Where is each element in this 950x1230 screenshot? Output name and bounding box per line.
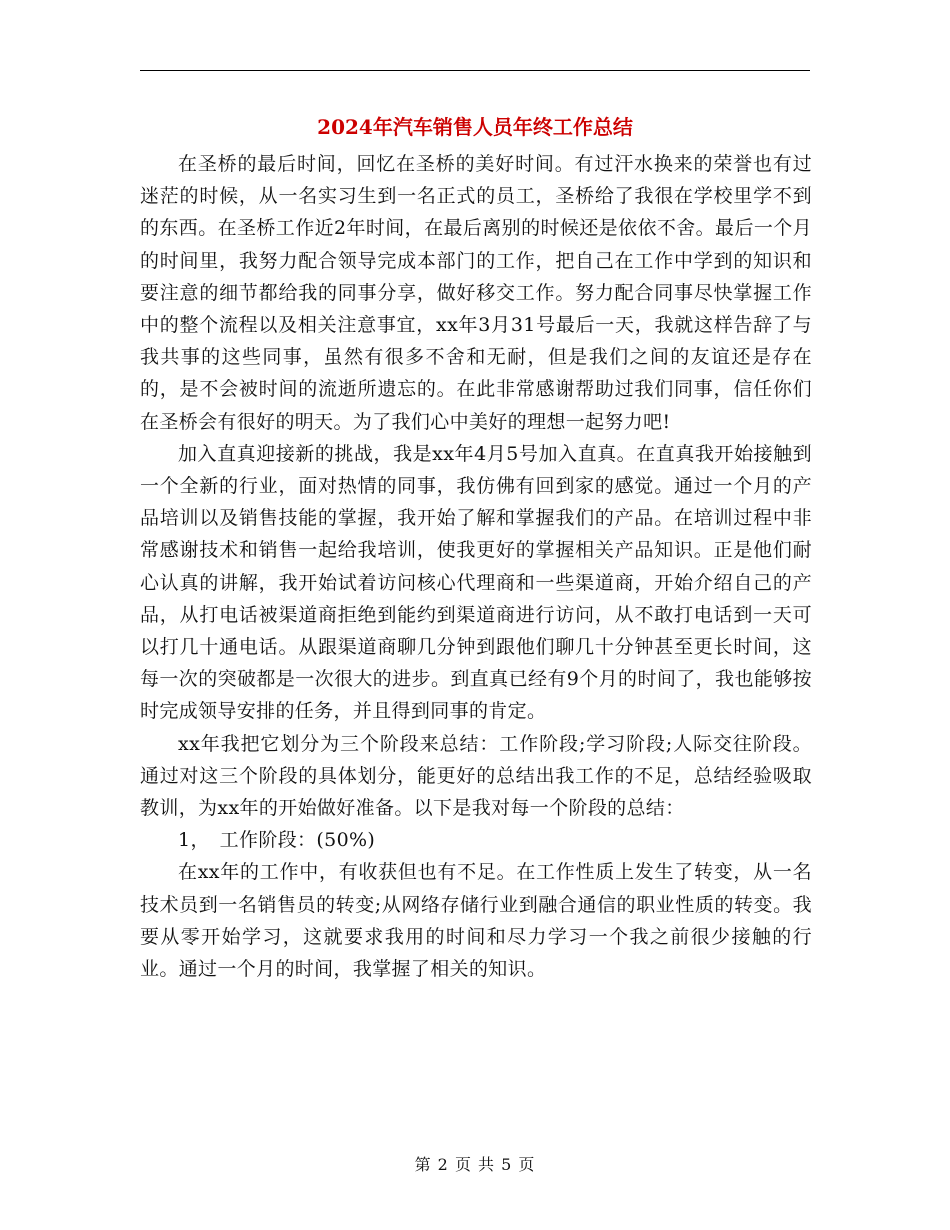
section-heading-work-stage: 1， 工作阶段：(50%) [178,829,376,852]
page-footer [0,1153,950,1177]
paragraph-shengqiao: 在圣桥的最后时间，回忆在圣桥的美好时间。有过汗水换来的荣誉也有过迷茫的时候，从一名实习生到一名正式的员工，圣桥给了我很在学校里学不到的东西。在圣桥工作近2年时间，在最后离别的时候还是依依不舍。最后一个月的时间里，我努力配合领导完成本部门的工作，把自己在工作中学到的知识和要注意的细节都给我的同事分享，做好移交工作。努力配合同事尽快掌握工作中的整个流程以及相关注意事宜，xx年3月31号最后一天，我就这样告辞了与我共事的这些同事，虽然有很多不舍和无耐，但是我们之间的友谊还是存在的，是不会被时间的流逝所遗忘的。在此非常感谢帮助过我们同事，信任你们在圣桥会有很好的明天。为了我们心中美好的理想一起努力吧! [140,153,812,433]
document-body [140,148,812,985]
paragraph-zhizhen: 加入直真迎接新的挑战，我是xx年4月5号加入直真。在直真我开始接触到一个全新的行业，面对热情的同事，我仿佛有回到家的感觉。通过一个月的产品培训以及销售技能的掌握，我开始了解和掌握我们的产品。在培训过程中非常感谢技术和销售一起给我培训，使我更好的掌握相关产品知识。正是他们耐心认真的讲解，我开始试着访问核心代理商和一些渠道商，开始介绍自己的产品，从打电话被渠道商拒绝到能约到渠道商进行访问，从不敢打电话到一天可以打几十通电话。从跟渠道商聊几分钟到跟他们聊几十分钟甚至更长时间，这每一次的突破都是一次很大的进步。到直真已经有9个月的时间了，我也能够按时完成领导安排的任务，并且得到同事的肯定。 [140,442,812,723]
paragraph-work-stage: 在xx年的工作中，有收获但也有不足。在工作性质上发生了转变，从一名技术员到一名销售员的转变;从网络存储行业到融合通信的职业性质的转变。我要从零开始学习，这就要求我用的时间和尽力学习一个我之前很少接触的行业。通过一个月的时间，我掌握了相关的知识。 [140,861,812,981]
paragraph-three-stages: xx年我把它划分为三个阶段来总结：工作阶段;学习阶段;人际交往阶段。通过对这三个阶段的具体划分，能更好的总结出我工作的不足，总结经验吸取教训，为xx年的开始做好准备。以下是我对每一个阶段的总结： [140,732,812,820]
header-rule [140,70,810,71]
document-title: 2024年汽车销售人员年终工作总结 [317,115,633,139]
page-number: 第 2 页 共 5 页 [414,1155,536,1174]
